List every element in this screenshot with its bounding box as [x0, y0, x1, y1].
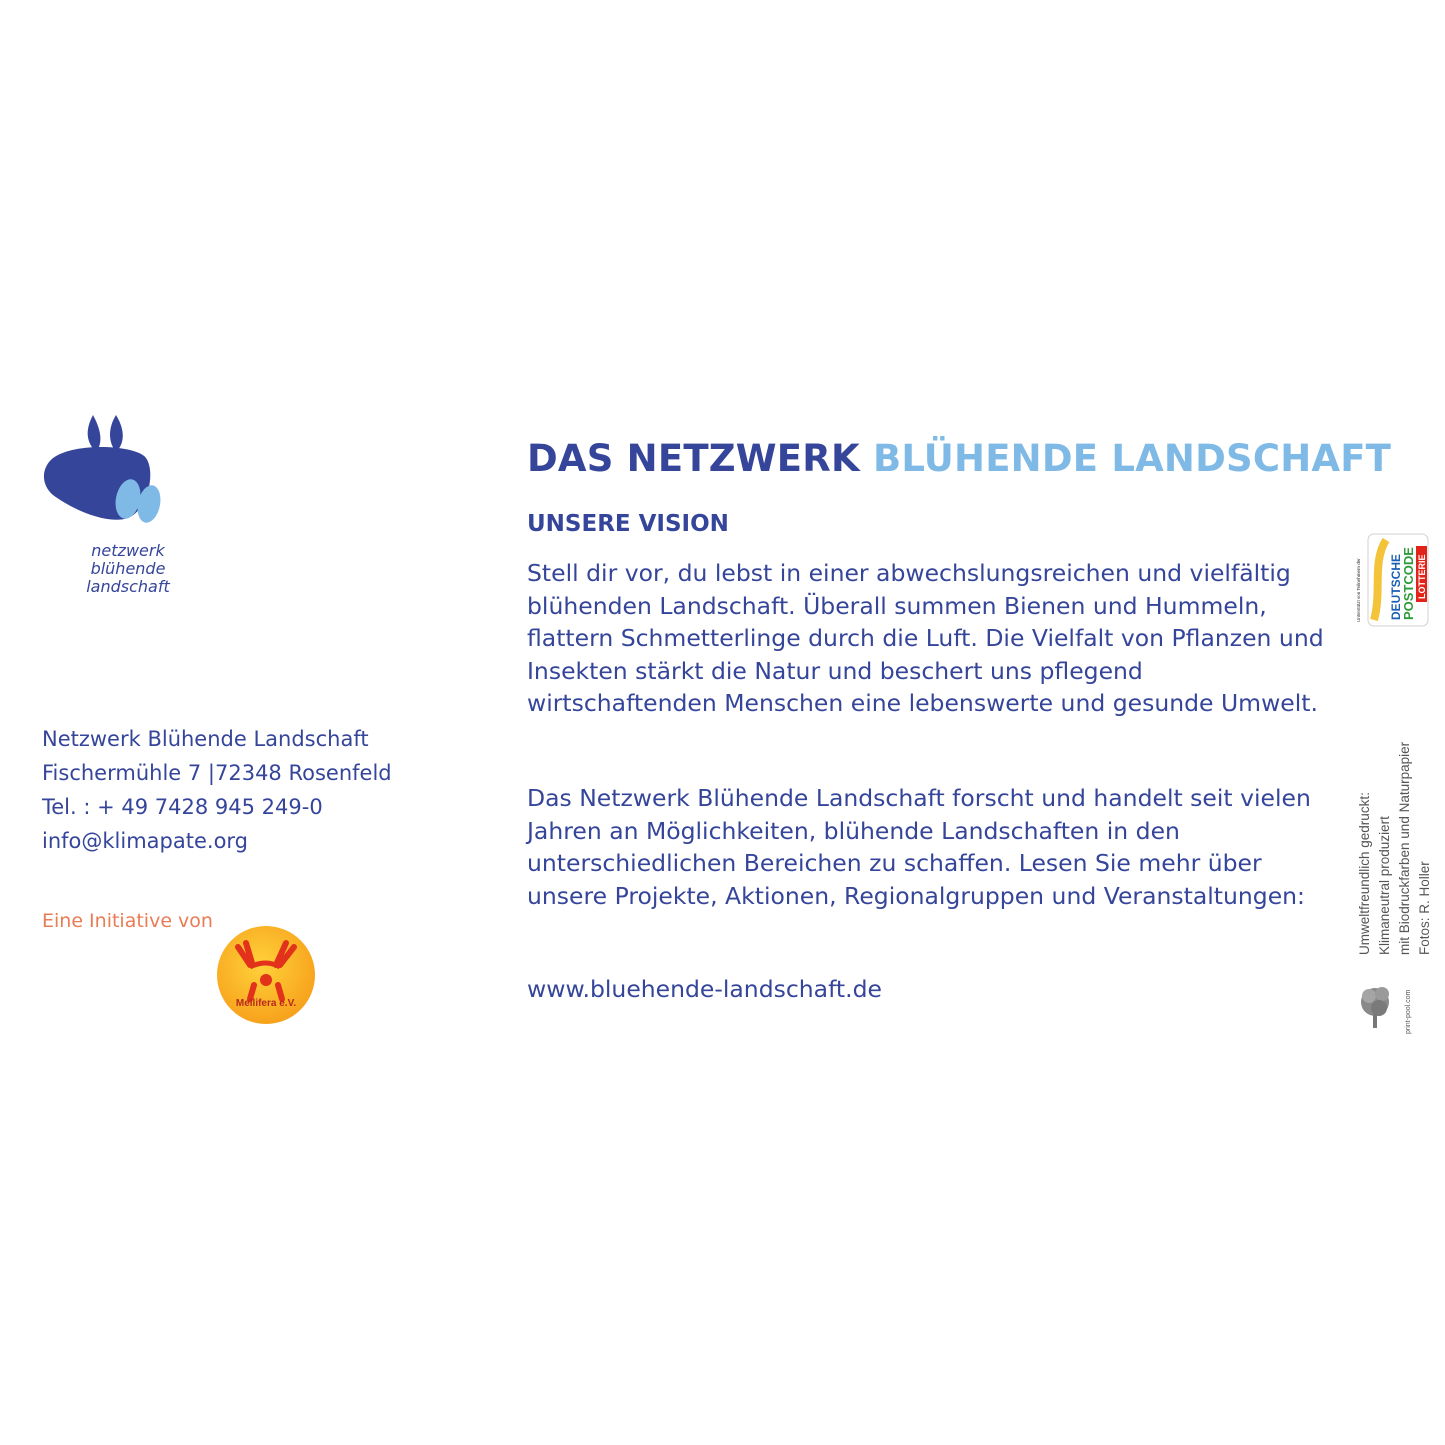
section-subtitle: UNSERE VISION	[527, 511, 729, 537]
title-part-dark: DAS NETZWERK	[527, 437, 860, 480]
print-pool-logo	[1355, 978, 1415, 1038]
contact-email[interactable]: info@klimapate.org	[42, 829, 249, 853]
contact-address: Fischermühle 7 |72348 Rosenfeld	[42, 761, 392, 785]
page-title	[527, 437, 1391, 480]
logo-line: landschaft	[86, 577, 170, 596]
mellifera-logo	[216, 925, 316, 1025]
sponsor-line2: POSTCODE	[1401, 547, 1416, 620]
postcode-lotterie-logo	[1352, 532, 1430, 628]
sponsor-line1: DEUTSCHE	[1389, 553, 1403, 620]
mellifera-badge-icon	[216, 925, 316, 1025]
print-info	[1355, 695, 1435, 955]
initiative-label: Eine Initiative von	[42, 910, 213, 932]
vision-paragraph: Stell dir vor, du lebst in einer abwechslungsreichen und vielfältig blühenden Landschaft. Überall summen Bienen und Hummeln, flattern Schmetterlinge durch die Luft. Die Vielfalt von Pflanzen und Insekten stärkt die Natur und beschert uns pflegend wirtschaftenden Menschen eine lebenswerte und gesunde Umwelt.	[527, 559, 1324, 718]
mellifera-label: Mellifera e.V.	[235, 998, 297, 1009]
contact-name: Netzwerk Blühende Landschaft	[42, 727, 369, 751]
logo-wordmark	[78, 542, 178, 596]
netzwerk-logo	[38, 410, 208, 610]
print-info-line: Umweltfreundlich gedruckt:	[1357, 792, 1372, 955]
print-info-line: Klimaneutral produziert	[1377, 816, 1392, 955]
bee-logo-icon	[38, 410, 208, 550]
sponsor-line3: LOTTERIE	[1417, 554, 1427, 599]
logo-line: blühende	[90, 559, 166, 578]
logo-line: netzwerk	[91, 541, 165, 560]
contact-phone: Tel. : + 49 7428 945 249-0	[42, 795, 323, 819]
contact-block	[42, 722, 392, 858]
website-link[interactable]: www.bluehende-landschaft.de	[527, 975, 882, 1003]
title-part-light: BLÜHENDE LANDSCHAFT	[872, 437, 1392, 480]
print-info-line: mit Biodruckfarben und Naturpapier	[1397, 741, 1412, 955]
sponsor-caption: Unterstützt von Teilnehmern der	[1356, 558, 1361, 622]
tree-icon	[1355, 978, 1415, 1038]
about-paragraph: Das Netzwerk Blühende Landschaft forscht und handelt seit vielen Jahren an Möglichkeiten, blühende Landschaften in den unterschiedlichen Bereichen zu schaffen. Lesen Sie mehr über unsere Projekte, Aktionen, Regionalgruppen und Veranstaltungen:	[527, 784, 1311, 910]
printer-name: print-pool.com	[1405, 989, 1412, 1034]
print-info-line: Fotos: R. Holler	[1417, 861, 1432, 955]
postcode-lotterie-icon	[1352, 532, 1430, 628]
